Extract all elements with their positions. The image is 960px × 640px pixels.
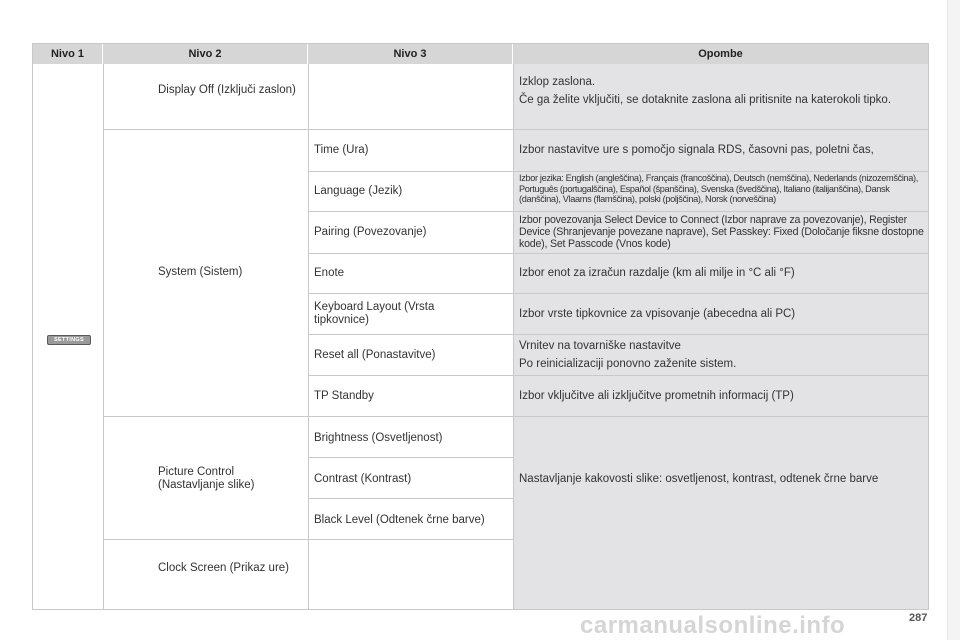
header-nivo2: Nivo 2 xyxy=(103,44,308,64)
opombe-reset xyxy=(519,340,924,371)
col-divider xyxy=(308,64,309,609)
nivo2-clock: Clock Screen (Prikaz ure) xyxy=(158,562,290,574)
nivo3-reset: Reset all (Ponastavitve) xyxy=(314,349,436,361)
opombe-tp: Izbor vključitve ali izključitve prometnih informacij (TP) xyxy=(519,390,794,402)
header-nivo3: Nivo 3 xyxy=(308,44,513,64)
nivo2-system: System (Sistem) xyxy=(158,266,243,278)
row-divider xyxy=(103,129,928,130)
scrollbar[interactable] xyxy=(947,0,960,640)
header-nivo1: Nivo 1 xyxy=(33,44,103,64)
settings-table xyxy=(32,43,929,610)
opombe-language: Izbor jezika: English (angleščina), Français (francoščina), Deutsch (nemščina), Nederlands (nizozemščina), Português (portugalščina), Español (španščina), Svenska (švedščina), Italiano (italijanščina), Dansk (danščina), Vlaams (flamščina), polski (poljščina), Norsk (norveščina) xyxy=(519,173,918,205)
row-divider xyxy=(308,253,928,254)
row-divider xyxy=(308,171,928,172)
row-divider xyxy=(308,334,928,335)
opombe-reset-line2: Po reinicializaciji ponovno zaženite sistem. xyxy=(519,358,737,370)
nivo3-tp: TP Standby xyxy=(314,390,374,402)
opombe-picture: Nastavljanje kakovosti slike: osvetljenost, kontrast, odtenek črne barve xyxy=(519,473,879,485)
opombe-reset-line1: Vrnitev na tovarniške nastavitve xyxy=(519,340,681,352)
opombe-time: Izbor nastavitve ure s pomočjo signala RDS, časovni pas, poletni čas, xyxy=(519,144,874,156)
nivo3-black-level: Black Level (Odtenek črne barve) xyxy=(314,514,485,526)
opombe-display-off xyxy=(519,76,919,107)
nivo3-pairing: Pairing (Povezovanje) xyxy=(314,226,427,238)
header-opombe: Opombe xyxy=(513,44,928,64)
row-divider xyxy=(308,375,928,376)
nivo2-picture: Picture Control (Nastavljanje slike) xyxy=(158,466,255,491)
watermark: carmanualsonline.info xyxy=(580,612,846,639)
row-divider xyxy=(103,539,513,540)
opombe-pairing: Izbor povezovanja Select Device to Connect (Izbor naprave za povezovanje), Register Device (Shranjevanje povezane naprave), Set Passkey: Fixed (Določanje fiksne dostopne kode), Set Passcode (Vnos kode) xyxy=(519,214,924,250)
page-number: 287 xyxy=(909,612,928,624)
row-divider xyxy=(308,211,928,212)
nivo2-display-off: Display Off (Izključi zaslon) xyxy=(158,84,296,96)
row-divider xyxy=(308,498,513,499)
col-divider xyxy=(103,64,104,609)
opombe-display-off-line2: Če ga želite vključiti, se dotaknite zaslona ali pritisnite na katerokoli tipko. xyxy=(519,94,892,106)
nivo3-keyboard: Keyboard Layout (Vrsta tipkovnice) xyxy=(314,301,435,326)
nivo3-brightness: Brightness (Osvetljenost) xyxy=(314,432,443,444)
row-divider xyxy=(103,416,928,417)
nivo3-language: Language (Jezik) xyxy=(314,185,403,197)
nivo3-time: Time (Ura) xyxy=(314,144,369,156)
col-divider xyxy=(513,64,514,609)
row-divider xyxy=(308,457,513,458)
row-divider xyxy=(308,293,928,294)
nivo3-enote: Enote xyxy=(314,267,345,279)
opombe-keyboard: Izbor vrste tipkovnice za vpisovanje (abecedna ali PC) xyxy=(519,308,796,320)
opombe-display-off-line1: Izklop zaslona. xyxy=(519,76,596,88)
settings-button-icon: SETTINGS xyxy=(47,335,91,345)
opombe-enote: Izbor enot za izračun razdalje (km ali milje in °C ali °F) xyxy=(519,267,795,279)
nivo3-contrast: Contrast (Kontrast) xyxy=(314,473,412,485)
